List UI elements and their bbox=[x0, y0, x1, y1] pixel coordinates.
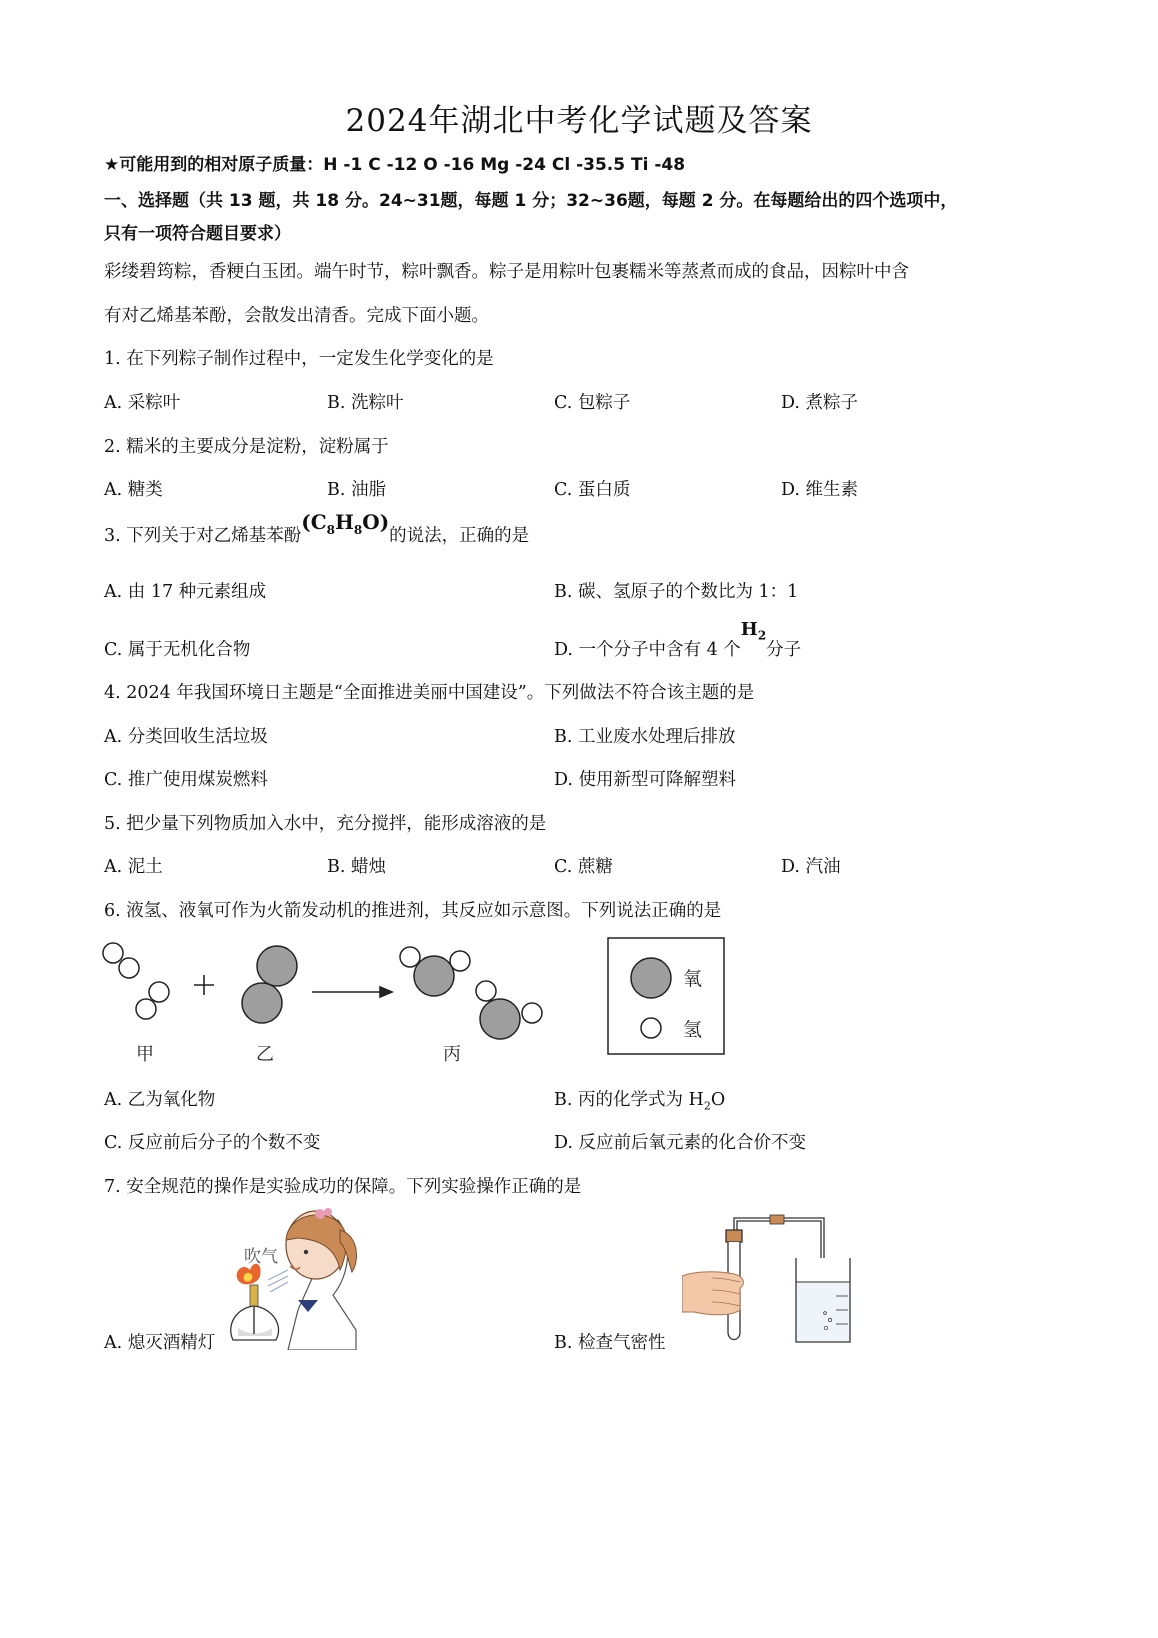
atomic-masses: ★可能用到的相对原子质量：H -1 C -12 O -16 Mg -24 Cl -35.5 Ti -48 bbox=[104, 155, 686, 175]
q3-option-c: C. 属于无机化合物 bbox=[104, 640, 251, 660]
legend-hydrogen-label: 氢 bbox=[683, 1019, 703, 1041]
label-bing: 丙 bbox=[443, 1044, 461, 1065]
hand bbox=[682, 1272, 743, 1315]
passage-line2: 有对乙烯基苯酚，会散发出清香。完成下面小题。 bbox=[104, 306, 489, 326]
q1-stem: 1. 在下列粽子制作过程中，一定发生化学变化的是 bbox=[104, 349, 494, 369]
q7-stem: 7. 安全规范的操作是实验成功的保障。下列实验操作正确的是 bbox=[104, 1177, 582, 1197]
q2-option-a: A. 糖类 bbox=[104, 480, 163, 500]
q2-stem: 2. 糯米的主要成分是淀粉，淀粉属于 bbox=[104, 437, 389, 457]
q4-stem: 4. 2024 年我国环境日主题是“全面推进美丽中国建设”。下列做法不符合该主题的是 bbox=[104, 683, 755, 703]
product-bing-molecules bbox=[400, 947, 542, 1039]
q6-stem: 6. 液氢、液氧可作为火箭发动机的推进剂，其反应如示意图。下列说法正确的是 bbox=[104, 901, 722, 921]
reaction-arrow bbox=[312, 987, 392, 997]
section-heading-line2: 只有一项符合题目要求） bbox=[104, 224, 291, 244]
q5-option-a: A. 泥土 bbox=[104, 857, 163, 877]
q1-option-b: B. 洗粽叶 bbox=[327, 393, 404, 413]
q3-option-a: A. 由 17 种元素组成 bbox=[104, 582, 267, 602]
reactant-yi-molecule bbox=[242, 946, 297, 1023]
rubber-joint bbox=[770, 1215, 784, 1224]
reaction-diagram bbox=[96, 930, 736, 1070]
beaker bbox=[796, 1258, 850, 1342]
q7-option-a: A. 熄灭酒精灯 bbox=[104, 1333, 216, 1353]
passage-line1: 彩缕碧筠粽，香粳白玉团。端午时节，粽叶飘香。粽子是用粽叶包裹糯米等蒸煮而成的食品，因粽叶中含 bbox=[104, 262, 909, 282]
q5-stem: 5. 把少量下列物质加入水中，充分搅拌，能形成溶液的是 bbox=[104, 814, 547, 834]
q5-option-b: B. 蜡烛 bbox=[327, 857, 386, 877]
q6-option-b: B. 丙的化学式为 $H_2O$ bbox=[554, 1090, 726, 1113]
alcohol-lamp bbox=[231, 1264, 279, 1340]
section-heading-line1: 一、选择题（共 13 题，共 18 分。24~31题，每题 1 分；32~36题，每题 2 分。在每题给出的四个选项中， bbox=[104, 191, 958, 211]
blow-label: 吹气 bbox=[244, 1247, 278, 1267]
legend-oxygen-label: 氧 bbox=[683, 968, 703, 990]
q5-option-c: C. 蔗糖 bbox=[554, 857, 613, 877]
h2-formula: $H_2$ bbox=[740, 619, 767, 643]
reactant-jia-molecules bbox=[103, 943, 169, 1019]
q3-stem bbox=[104, 510, 530, 549]
q3-stem-post: 的说法，正确的是 bbox=[389, 526, 530, 546]
label-jia: 甲 bbox=[136, 1044, 154, 1065]
q4-option-a: A. 分类回收生活垃圾 bbox=[104, 727, 268, 747]
q2-option-d: D. 维生素 bbox=[781, 480, 859, 500]
legend-oxygen-atom bbox=[631, 958, 671, 998]
blow-out-lamp-illustration bbox=[228, 1200, 358, 1350]
q5-option-d: D. 汽油 bbox=[781, 857, 841, 877]
q1-option-c: C. 包粽子 bbox=[554, 393, 631, 413]
legend-hydrogen-atom bbox=[641, 1018, 661, 1038]
q3-option-d: D. 一个分子中含有 4 个$H_2$分子 bbox=[554, 619, 802, 660]
q3-formula: $(C_8H_8O)$ bbox=[301, 510, 390, 537]
q6-option-c: C. 反应前后分子的个数不变 bbox=[104, 1133, 321, 1153]
q1-option-d: D. 煮粽子 bbox=[781, 393, 859, 413]
q4-option-d: D. 使用新型可降解塑料 bbox=[554, 770, 737, 790]
q4-option-c: C. 推广使用煤炭燃料 bbox=[104, 770, 268, 790]
q4-option-b: B. 工业废水处理后排放 bbox=[554, 727, 736, 747]
q3-option-b: B. 碳、氢原子的个数比为 1：1 bbox=[554, 582, 799, 602]
blow-air-lines bbox=[268, 1270, 288, 1292]
page-title: 2024年湖北中考化学试题及答案 bbox=[345, 103, 813, 139]
label-yi: 乙 bbox=[256, 1044, 274, 1065]
q2-option-b: B. 油脂 bbox=[327, 480, 386, 500]
girl-figure bbox=[286, 1208, 356, 1350]
q7-option-b: B. 检查气密性 bbox=[554, 1333, 666, 1353]
q6-option-a: A. 乙为氧化物 bbox=[104, 1090, 216, 1110]
airtightness-check-illustration bbox=[682, 1212, 862, 1352]
legend-box bbox=[608, 938, 724, 1054]
q1-option-a: A. 采粽叶 bbox=[104, 393, 181, 413]
plus-sign bbox=[194, 975, 214, 995]
q2-option-c: C. 蛋白质 bbox=[554, 480, 631, 500]
q3-stem-pre: 3. 下列关于对乙烯基苯酚 bbox=[104, 526, 302, 546]
q6-option-d: D. 反应前后氧元素的化合价不变 bbox=[554, 1133, 807, 1153]
